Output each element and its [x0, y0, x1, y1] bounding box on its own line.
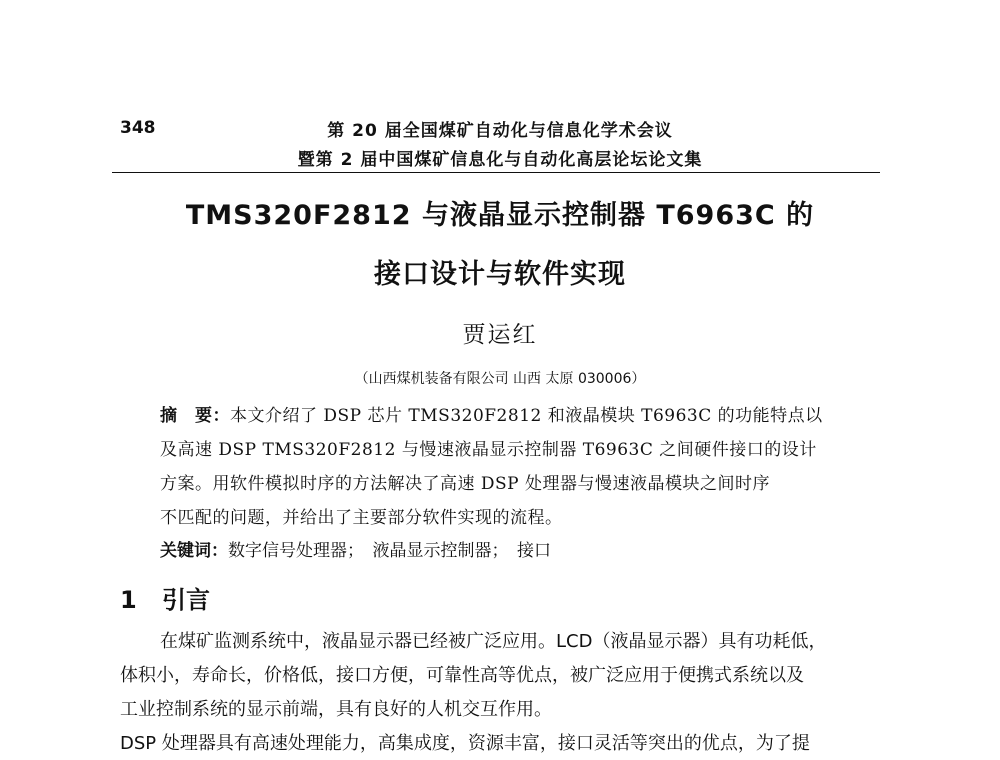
keywords-line	[160, 536, 551, 561]
author-name: 贾运红	[462, 322, 538, 348]
paper-title-line-1: TMS320F2812 与液晶显示控制器 T6963C 的	[185, 200, 815, 231]
section-title: 引言	[162, 586, 210, 614]
conference-title-line-2: 暨第 2 届中国煤矿信息化与自动化高层论坛论文集	[297, 150, 703, 170]
abstract-line: 方案。用软件模拟时序的方法解决了高速 DSP 处理器与慢速液晶模块之间时序	[160, 474, 771, 494]
author-affiliation: （山西煤机装备有限公司 山西 太原 030006）	[354, 371, 646, 387]
conference-title-line-1: 第 20 届全国煤矿自动化与信息化学术会议	[327, 121, 673, 141]
header-rule	[112, 172, 880, 173]
section-number: 1	[120, 586, 137, 614]
page-number: 348	[120, 118, 156, 138]
keywords-label: 关键词：	[160, 541, 228, 561]
abstract-line: 及高速 DSP TMS320F2812 与慢速液晶显示控制器 T6963C 之间硬件接口的设计	[160, 440, 817, 460]
paper-title-line-2: 接口设计与软件实现	[374, 259, 626, 290]
body-paragraph-line: 体积小，寿命长，价格低，接口方便，可靠性高等优点，被广泛应用于便携式系统以及	[120, 665, 804, 686]
abstract-text: 本文介绍了 DSP 芯片 TMS320F2812 和液晶模块 T6963C 的功能特点以	[230, 406, 823, 426]
body-paragraph-line: DSP 处理器具有高速处理能力，高集成度，资源丰富，接口灵活等突出的优点，为了提	[120, 733, 810, 754]
section-heading	[120, 580, 210, 615]
body-paragraph-line: 工业控制系统的显示前端，具有良好的人机交互作用。	[120, 699, 552, 720]
abstract-label: 摘 要：	[160, 406, 230, 426]
keywords-text: 数字信号处理器； 液晶显示控制器； 接口	[228, 541, 551, 561]
body-paragraph-line: 在煤矿监测系统中，液晶显示器已经被广泛应用。LCD（液晶显示器）具有功耗低，	[160, 631, 827, 652]
abstract-line	[160, 401, 823, 426]
abstract-line: 不匹配的问题，并给出了主要部分软件实现的流程。	[160, 508, 563, 528]
